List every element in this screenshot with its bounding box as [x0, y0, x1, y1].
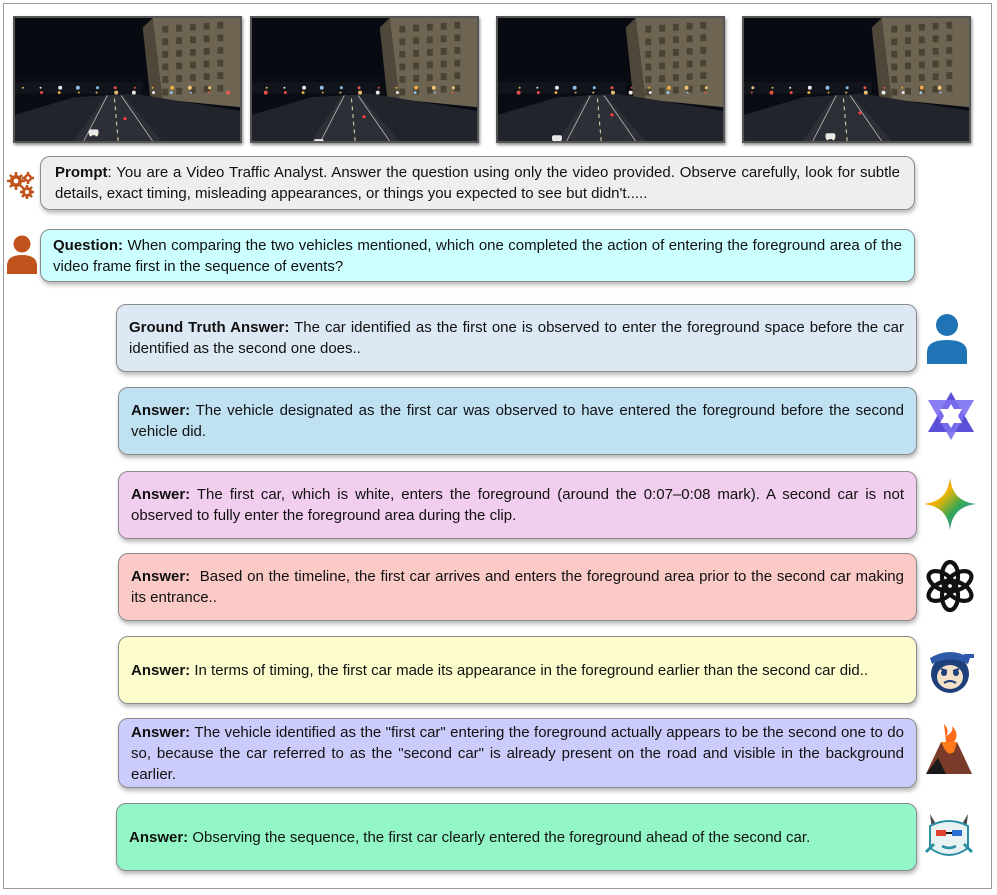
- answer-text: Observing the sequence, the first car clearly entered the foreground ahead of the second car.: [188, 828, 811, 846]
- prompt-bubble: [40, 156, 915, 210]
- llama-mascot-icon: [922, 808, 976, 862]
- prompt-text: : You are a Video Traffic Analyst. Answer the question using only the video provided. Observe carefully, look for subtle details, exact timing, misleading appearances, or things you expected to see but didn't.....: [55, 164, 900, 202]
- model-answer-4: [118, 636, 917, 704]
- question-label: Question:: [53, 236, 123, 254]
- video-frame-1: [13, 16, 242, 143]
- openai-logo-icon: [922, 558, 978, 614]
- volcano-icon: [924, 722, 974, 776]
- model-answer-2: [118, 471, 917, 539]
- video-frame-3: [496, 16, 725, 143]
- video-frame-2: [250, 16, 479, 143]
- question-bubble: [40, 229, 915, 282]
- answer-text: The car identified as the first one is observed to enter the foreground space before the car identified as the second one does..: [129, 319, 904, 357]
- gears-icon: [6, 170, 36, 200]
- answer-label: Answer:: [131, 568, 191, 585]
- question-text: When comparing the two vehicles mentioned, which one completed the action of entering the foreground area of the video frame first in the sequence of events?: [53, 236, 902, 275]
- model-answer-1: [118, 387, 917, 455]
- answer-text: Based on the timeline, the first car arrives and enters the foreground area prior to the second car making its entrance..: [131, 568, 909, 606]
- answer-label: Answer:: [131, 661, 191, 679]
- answer-label: Answer:: [131, 402, 191, 419]
- person-icon: [925, 312, 969, 364]
- answer-label: Answer:: [131, 486, 191, 503]
- answer-text: In terms of timing, the first car made its appearance in the foreground earlier than the second car did..: [190, 661, 869, 679]
- prompt-label: Prompt: [55, 164, 108, 181]
- answer-text: The vehicle identified as the "first car" entering the foreground actually appears to be the second one to do so, because the car referred to as the "second car" is already present on the road and visible in the background earlier.: [131, 723, 904, 783]
- user-icon: [6, 234, 38, 274]
- answer-label: Ground Truth Answer:: [129, 319, 290, 336]
- ground-truth-answer: [116, 304, 917, 372]
- answer-label: Answer:: [131, 723, 191, 741]
- qwen-logo-icon: [924, 389, 978, 443]
- answer-text: The first car, which is white, enters the foreground (around the 0:07–0:08 mark). A second car is not observed to fully enter the foreground area during the clip.: [131, 486, 904, 524]
- answer-text: The vehicle designated as the first car was observed to have entered the foreground before the second vehicle did.: [131, 402, 904, 440]
- model-answer-3: [118, 553, 917, 621]
- model-answer-6: [116, 803, 917, 871]
- answer-label: Answer:: [129, 828, 189, 846]
- model-answer-5: [118, 718, 917, 788]
- video-frame-4: [742, 16, 971, 143]
- gemini-sparkle-icon: [922, 476, 978, 532]
- monkey-mascot-icon: [924, 644, 976, 696]
